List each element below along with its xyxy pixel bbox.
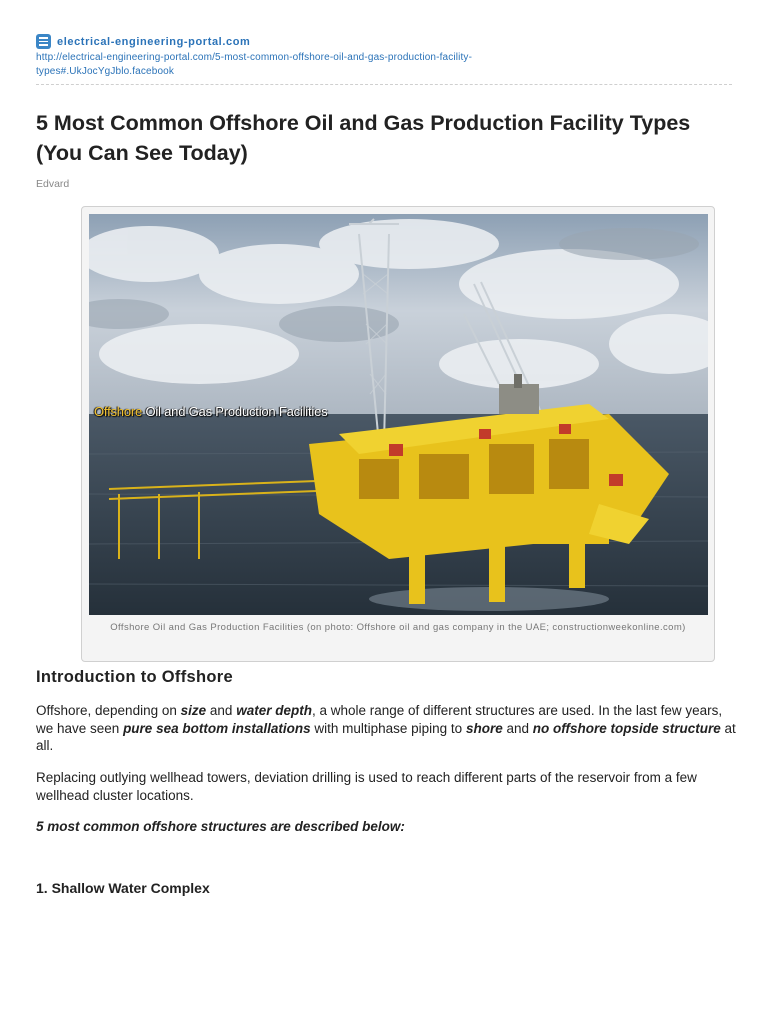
p1-emphasis-sea-bottom: pure sea bottom installations bbox=[123, 720, 311, 736]
article-author: Edvard bbox=[36, 178, 70, 190]
source-url-link[interactable]: http://electrical-engineering-portal.com/5-most-common-offshore-oil-and-gas-production-facility-types#.UkJocYgJblo.facebook bbox=[36, 52, 473, 77]
intro-heading: Introduction to Offshore bbox=[36, 668, 233, 686]
source-site-name[interactable]: electrical-engineering-portal.com bbox=[57, 35, 251, 48]
header-divider bbox=[36, 84, 732, 85]
intro-paragraph-1 bbox=[36, 702, 736, 755]
source-site-row[interactable] bbox=[36, 33, 736, 50]
source-header bbox=[36, 33, 736, 79]
p1-text-2: and bbox=[206, 703, 237, 718]
offshore-platform-photo bbox=[89, 214, 708, 615]
p1-text-4: with multiphase piping to bbox=[310, 720, 466, 736]
article-figure bbox=[81, 206, 715, 662]
intro-paragraph-2: Replacing outlying wellhead towers, deviation drilling is used to reach different parts of the reservoir from a few wellhead cluster locations. bbox=[36, 770, 697, 803]
figure-caption: Offshore Oil and Gas Production Facilities (on photo: Offshore oil and gas company in the UAE; constructionweekonline.com) bbox=[110, 622, 686, 633]
p1-text-6: at all. bbox=[36, 720, 736, 753]
p1-text-5: and bbox=[502, 720, 533, 736]
intro-paragraph-3: 5 most common offshore structures are described below: bbox=[36, 819, 405, 834]
p1-emphasis-size: size bbox=[180, 703, 207, 718]
p1-text-1: Offshore, depending on bbox=[36, 703, 181, 718]
article-title: 5 Most Common Offshore Oil and Gas Production Facility Types (You Can See Today) bbox=[36, 111, 691, 165]
overlay-rest: Oil and Gas Production Facilities bbox=[142, 404, 328, 419]
p1-text-3: , a whole range of different structures are used. In the last few years, we have seen bbox=[36, 703, 723, 736]
photo-overlay-label bbox=[94, 404, 327, 419]
section-1-heading: 1. Shallow Water Complex bbox=[36, 880, 210, 896]
p1-emphasis-water-depth: water depth bbox=[236, 703, 312, 718]
p1-emphasis-shore: shore bbox=[465, 720, 503, 736]
document-list-icon bbox=[36, 34, 51, 49]
overlay-highlight: Offshore bbox=[94, 404, 143, 419]
p1-emphasis-no-topside: no offshore topside structure bbox=[532, 720, 721, 736]
